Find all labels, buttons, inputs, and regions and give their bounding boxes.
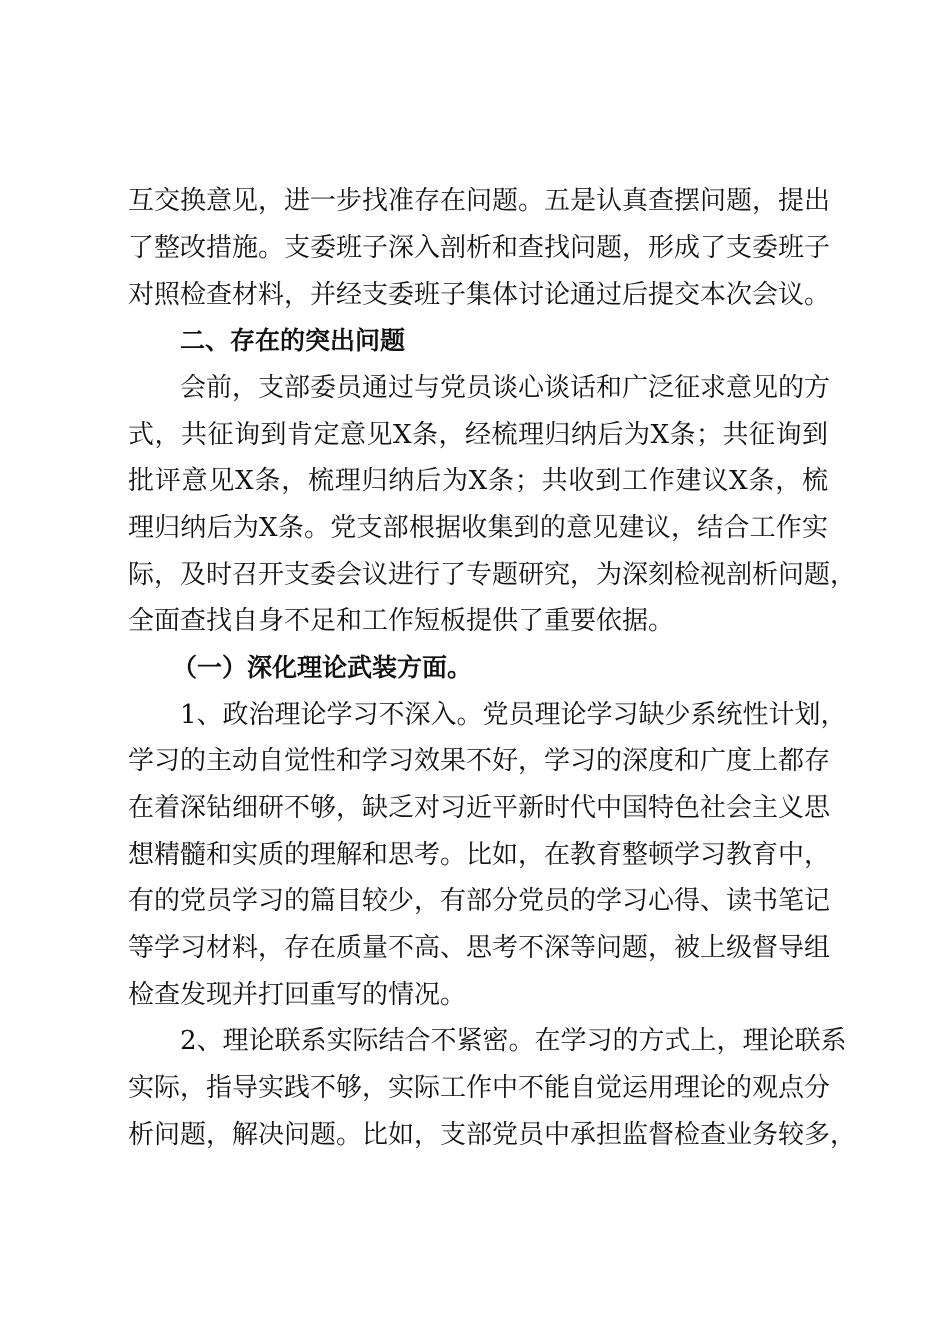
item1-line-2: 学习的主动自觉性和学习效果不好，学习的深度和广度上都存 (128, 746, 831, 776)
item1-line-3: 在着深钻细研不够，缺乏对习近平新时代中国特色社会主义思 (128, 793, 831, 823)
item2-line-2: 实际，指导实践不够，实际工作中不能自觉运用理论的观点分 (128, 1073, 831, 1103)
item2-line-3: 析问题，解决问题。比如，支部党员中承担监督检查业务较多， (128, 1120, 857, 1150)
item1-line-6: 等学习材料，存在质量不高、思考不深等问题，被上级督导组 (128, 933, 831, 963)
section-para-line-4: 理归纳后为X条。党支部根据收集到的意见建议，结合工作实 (128, 513, 828, 543)
intro-line-1: 互交换意见，进一步找准存在问题。五是认真查摆问题，提出 (128, 186, 831, 216)
section-para-line-5: 际，及时召开支委会议进行了专题研究，为深刻检视剖析问题， (128, 560, 857, 590)
intro-line-2: 了整改措施。支委班子深入剖析和查找问题，形成了支委班子 (128, 233, 831, 263)
item1-line-4: 想精髓和实质的理解和思考。比如，在教育整顿学习教育中， (128, 840, 831, 870)
section-heading: 二、存在的突出问题 (180, 326, 406, 355)
item2-line-1: 2、理论联系实际结合不紧密。在学习的方式上，理论联系 (180, 1026, 847, 1056)
item1-line-1: 1、政治理论学习不深入。党员理论学习缺少系统性计划， (180, 700, 847, 730)
section-para-line-2: 式，共征询到肯定意见X条，经梳理归纳后为X条；共征询到 (128, 420, 828, 450)
section-para-line-3: 批评意见X条，梳理归纳后为X条；共收到工作建议X条，梳 (128, 466, 828, 496)
item1-line-5: 有的党员学习的篇目较少，有部分党员的学习心得、读书笔记 (128, 886, 831, 916)
intro-line-3: 对照检查材料，并经支委班子集体讨论通过后提交本次会议。 (128, 280, 831, 310)
subheading: （一）深化理论武装方面。 (172, 653, 473, 682)
section-para-line-1: 会前，支部委员通过与党员谈心谈话和广泛征求意见的方 (180, 373, 831, 403)
section-para-line-6: 全面查找自身不足和工作短板提供了重要依据。 (128, 606, 675, 636)
item1-line-7: 检查发现并打回重写的情况。 (128, 980, 467, 1010)
